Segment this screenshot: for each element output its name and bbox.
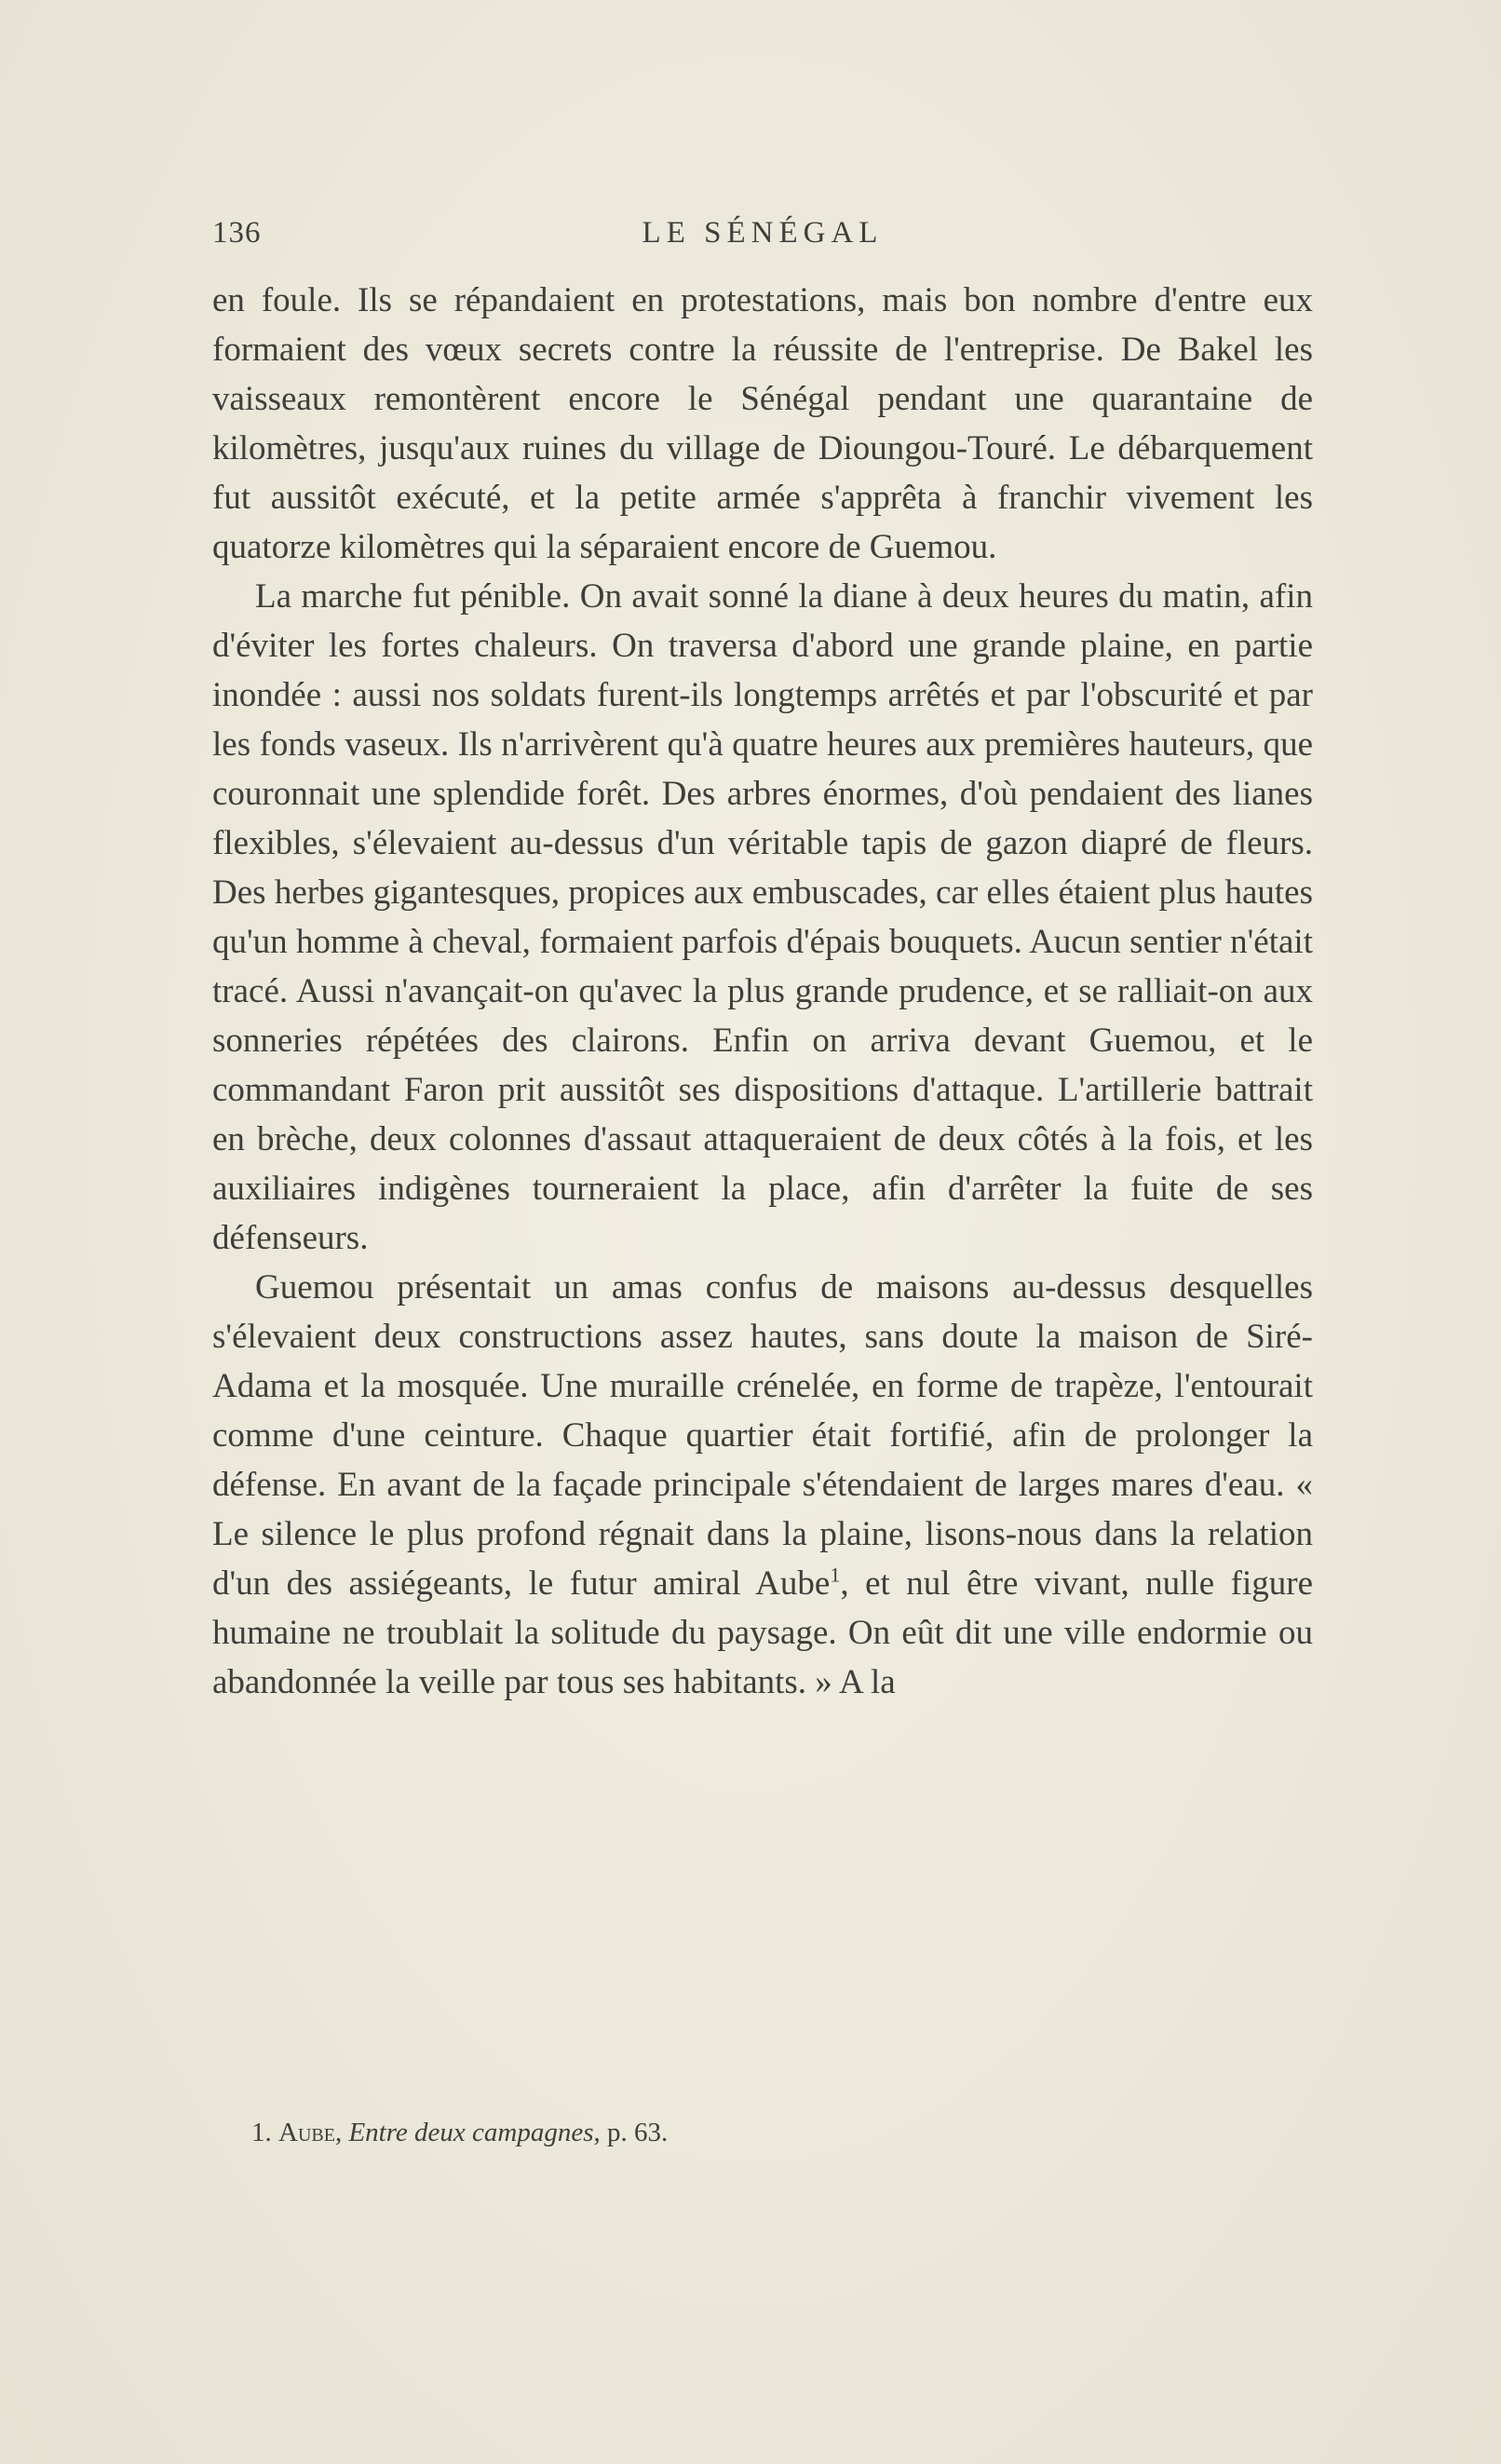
- running-title: LE SÉNÉGAL: [642, 216, 884, 250]
- paragraph-3: [212, 1263, 1313, 1707]
- footnote: [251, 2116, 1313, 2149]
- paragraph-1: en foule. Ils se répandaient en protestations, mais bon nombre d'entre eux formaient des vœux secrets contre la réussite de l'entreprise. De Bakel les vaisseaux remontèrent encore le Sénégal pendant une quarantaine de kilomètres, jusqu'aux ruines du village de Dioungou-Touré. Le débarquement fut aussitôt exécuté, et la petite armée s'apprêta à franchir vivement les quatorze kilomètres qui la séparaient encore de Guemou.: [212, 281, 1313, 566]
- page-number: 136: [212, 216, 262, 250]
- footnote-number: 1.: [251, 2118, 272, 2147]
- footnote-page: , p. 63.: [593, 2118, 669, 2147]
- footnote-work-title: Entre deux campagnes: [348, 2118, 594, 2147]
- paragraph-3-text-before-ref: Guemou présentait un amas confus de maisons au-dessus desquelles s'élevaient deux constructions assez hautes, sans doute la maison de Siré-Adama et la mosquée. Une muraille crénelée, en forme de trapèze, l'entourait comme d'une ceinture. Chaque quartier était fortifié, afin de prolonger la défense. En avant de la façade principale s'étendaient de larges mares d'eau. « Le silence le plus profond régnait dans la plaine, lisons-nous dans la relation d'un des assiégeants, le futur amiral Aube: [212, 1268, 1313, 1603]
- paragraph-2: La marche fut pénible. On avait sonné la diane à deux heures du matin, afin d'éviter les fortes chaleurs. On traversa d'abord une grande plaine, en partie inondée : aussi nos soldats furent-ils longtemps arrêtés et par l'obscurité et par les fonds vaseux. Ils n'arrivèrent qu'à quatre heures aux premières hauteurs, que couronnait une splendide forêt. Des arbres énormes, d'où pendaient des lianes flexibles, s'élevaient au-dessus d'un véritable tapis de gazon diapré de fleurs. Des herbes gigantesques, propices aux embuscades, car elles étaient plus hautes qu'un homme à cheval, formaient parfois d'épais bouquets. Aucun sentier n'était tracé. Aussi n'avançait-on qu'avec la plus grande prudence, et se ralliait-on aux sonneries répétées des clairons. Enfin on arriva devant Guemou, et le commandant Faron prit aussitôt ses dispositions d'attaque. L'artillerie battrait en brèche, deux colonnes d'assaut attaqueraient de deux côtés à la fois, et les auxiliaires indigènes tourneraient la place, afin d'arrêter la fuite de ses défenseurs.: [212, 577, 1313, 1257]
- paragraph-3-text-after-ref: , et nul être vivant, nulle figure humaine ne troublait la solitude du paysage. On eût dit une ville endormie ou abandonnée la veille par tous ses habitants. » A la: [212, 1564, 1313, 1701]
- footnote-reference[interactable]: 1: [830, 1563, 841, 1587]
- footnote-separator: ,: [334, 2118, 343, 2147]
- body-text: [212, 276, 1313, 1707]
- running-head: [212, 216, 1313, 257]
- footnote-author: Aube: [278, 2118, 335, 2147]
